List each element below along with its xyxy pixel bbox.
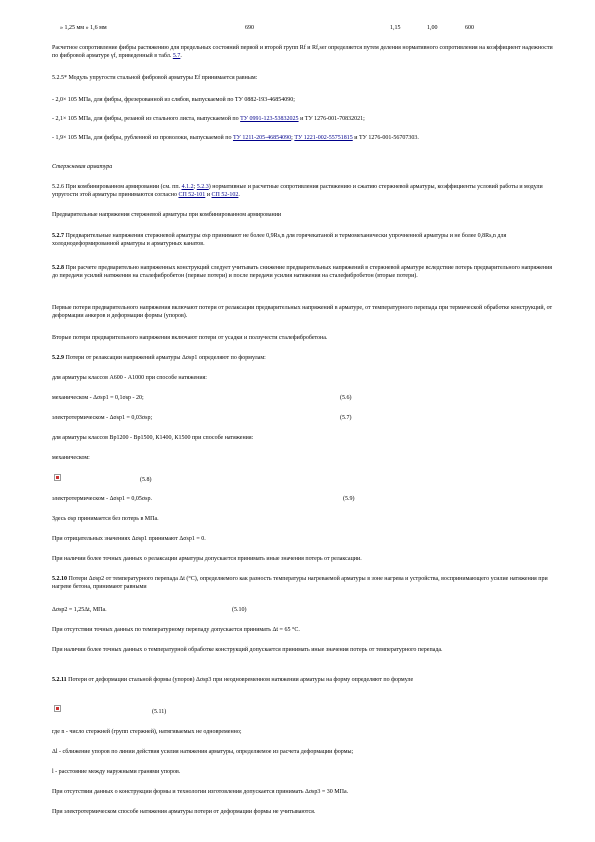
formula-image	[54, 705, 61, 714]
table-link[interactable]: 5.7	[172, 53, 181, 59]
paragraph: Вторые потери предварительного напряжения включают потери от усадки и ползучести сталефибробетона.	[52, 335, 328, 341]
formula-text: электротермическом - Δσsp1 = 0,05σsp.	[52, 496, 152, 502]
paragraph: 5.2.7 Предварительные напряжения стержневой арматуры σsp принимают не более 0,9Rs,n для горячекатаной и термомеханически упрочненной арматуры и не более 0,8Rs,n для холоднодеформированной арматуры и арматурных канатов.	[52, 233, 507, 247]
paragraph: для арматуры классов А600 - А1000 при способе натяжения:	[52, 375, 207, 381]
document-link[interactable]: ТУ 0991-123-53832025	[240, 116, 299, 122]
paragraph: При отрицательных значениях Δσsp1 принимают Δσsp1 = 0.	[52, 536, 206, 542]
document-link[interactable]: ТУ 1211-205-46854090	[232, 135, 292, 141]
paragraph: 5.2.11 Потери от деформации стальной формы (упоров) Δσsp3 при неодновременном натяжении арматуры на форму определяют по формуле	[52, 677, 414, 683]
table-row	[60, 24, 107, 32]
document-link[interactable]: СП 52-102	[211, 192, 239, 198]
list-item: - 1,9× 105 МПа, для фибры, рубленной из проволоки, выпускаемой по ТУ 1211-205-46854090; ТУ 1221-002-55751815 и ТУ 1276-001-56707303.	[52, 135, 419, 141]
list-item: - 2,1× 105 МПа, для фибры, резаной из стального листа, выпускаемой по ТУ 0991-123-53832025 и ТУ 1276-001-70832021;	[52, 116, 365, 122]
paragraph: Здесь σsp принимается без потерь в МПа.	[52, 516, 159, 522]
formula-number: (5.11)	[152, 709, 167, 715]
section-heading: Стержневая арматура	[52, 164, 113, 170]
formula-number: (5.10)	[232, 607, 247, 613]
paragraph: где n - число стержней (групп стержней), натягиваемых не одновременно;	[52, 729, 242, 735]
formula-text: Δσsp2 = 1,25Δt, МПа.	[52, 607, 107, 613]
formula-number: (5.9)	[343, 496, 355, 502]
paragraph: для арматуры классов Вр1200 - Вр1500, К1400, К1500 при способе натяжения:	[52, 435, 254, 441]
document-link[interactable]: СП 52-101	[178, 192, 206, 198]
paragraph: При наличии более точных данных о температурной обработке конструкций допускается принимать иные значения потерь от температурного перепада.	[52, 647, 443, 653]
table-cell-label: » 1,25 мм » 1,6 мм	[60, 25, 107, 31]
formula-number: (5.8)	[140, 477, 152, 483]
broken-image-icon	[54, 705, 61, 712]
table-cell-value: 1,15	[390, 25, 401, 31]
paragraph: При отсутствии данных о конструкции формы и технологии изготовления допускается принимать Δσsp3 = 30 МПа.	[52, 789, 349, 795]
paragraph: l - расстояние между наружными гранями упоров.	[52, 769, 181, 775]
paragraph: 5.2.5* Модуль упругости стальной фибровой арматуры Ef принимается равным:	[52, 75, 258, 81]
table-cell-value: 600	[465, 25, 474, 31]
paragraph: 5.2.8 При расчете предварительно напряженных конструкций следует учитывать снижение предварительных напряжений в стержневой арматуре вследствие потерь предварительного напряжения до передачи усилий натяжения на сталефибробетон (первые потери) и после передачи усилия натяжения на сталефибробетон (вторые потери).	[52, 265, 553, 279]
paragraph: Первые потери предварительного напряжения включают потери от релаксации предварительных напряжений в арматуре, от температурного перепада при термической обработке конструкций, от деформации анкеров и деформации формы (упоров).	[52, 305, 553, 319]
formula-text: электротермическом - Δσsp1 = 0,03σsp;	[52, 415, 153, 421]
formula-text: механическом - Δσsp1 = 0,1σsp - 20;	[52, 395, 144, 401]
section-heading: Предварительные напряжения стержневой арматуры при комбинированном армировании	[52, 212, 282, 218]
document-link[interactable]: ТУ 1221-002-55751815	[294, 135, 353, 141]
table-cell-value: 690	[245, 25, 254, 31]
paragraph: Расчетное сопротивление фибры растяжению для предельных состояний первой и второй групп Rf и Rf,ser определяется путем деления нормативного сопротивления на коэффициент надежности по фибровой арматуре γf, приведенный в табл. 5.7.	[52, 45, 553, 59]
paragraph: 5.2.10 Потери Δσsp2 от температурного перепада Δt (°С), определяемого как разность температуры нагреваемой арматуры в зоне нагрева и устройства, воспринимающего усилие натяжения при нагреве бетона, принимают равными	[52, 576, 548, 590]
table-cell-value: 1,00	[427, 25, 438, 31]
paragraph: Δl - сближение упоров по линии действия усилия натяжения арматуры, определяемое из расчета деформации формы;	[52, 749, 354, 755]
paragraph: При наличии более точных данных о релаксации арматуры допускается принимать иные значения потерь от релаксации.	[52, 556, 362, 562]
paragraph: 5.2.9 Потери от релаксации напряжений арматуры Δσsp1 определяют по формулам:	[52, 355, 266, 361]
paragraph: механическом:	[52, 455, 90, 461]
paragraph: 5.2.6 При комбинированном армировании (см. пп. 4.1.2; 5.2.3) нормативные и расчетные сопротивления растяжению и сжатию стержневой арматуры, коэффициенты условий работы и модули упругости этой арматуры принимаются согласно СП 52-101 и СП 52-102.	[52, 184, 543, 198]
broken-image-icon	[54, 474, 61, 481]
formula-image	[54, 474, 61, 483]
paragraph: При отсутствии точных данных по температурному перепаду допускается принимать Δt = 65 °С.	[52, 627, 300, 633]
list-item: - 2,0× 105 МПа, для фибры, фрезерованной из слябов, выпускаемой по ТУ 0882-193-46854090;	[52, 97, 295, 103]
paragraph: При электротермическом способе натяжения арматуры потери от деформации формы не учитываются.	[52, 809, 316, 815]
section-link[interactable]: 5.2.3	[196, 184, 209, 190]
formula-number: (5.7)	[340, 415, 352, 421]
section-link[interactable]: 4.1.2	[181, 184, 194, 190]
formula-number: (5.6)	[340, 395, 352, 401]
